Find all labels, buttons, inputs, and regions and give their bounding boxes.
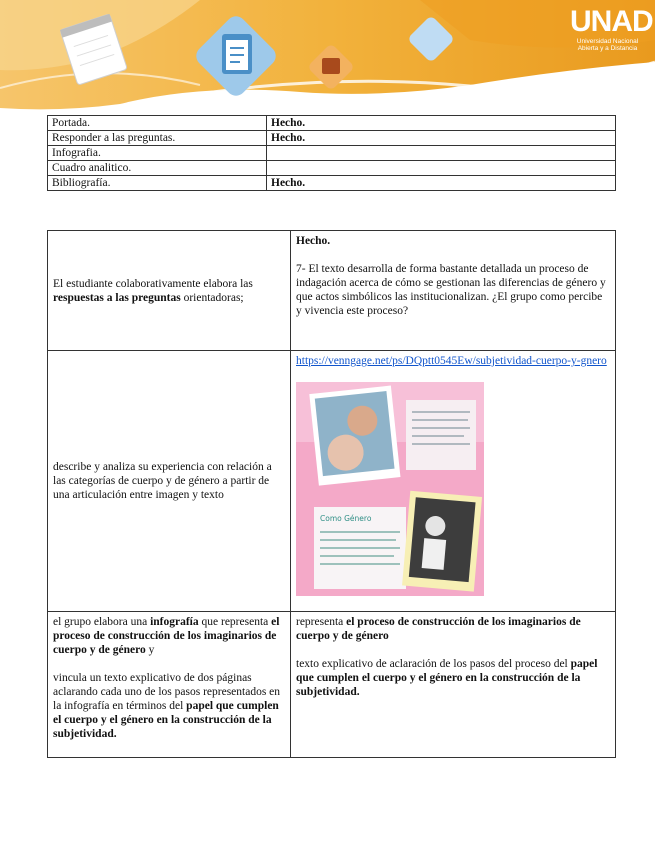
rubric-table: [47, 230, 616, 758]
task-cell: Infografia.: [48, 146, 267, 161]
header-banner: [0, 0, 655, 115]
task-cell: Portada.: [48, 116, 267, 131]
table-row: [48, 176, 616, 191]
logo-subtitle-1: Universidad Nacional: [576, 38, 639, 45]
logo-text: UNAD: [570, 5, 653, 38]
status-cell: [267, 146, 616, 161]
task-cell: Responder a las preguntas.: [48, 131, 267, 146]
infographic-link[interactable]: https://venngage.net/ps/DQptt0545Ew/subjetividad-cuerpo-y-gnero: [296, 355, 607, 367]
table-row: [48, 116, 616, 131]
infographic-heading: Como Género: [320, 514, 372, 523]
table-row: [48, 146, 616, 161]
criterion-cell: El estudiante colaborativamente elabora las respuestas a las preguntas orientadoras;: [48, 231, 291, 351]
logo-subtitle-2: Abierta y a Distancia: [577, 45, 638, 52]
rubric-row-experience: [48, 351, 616, 612]
table-row: [48, 131, 616, 146]
table-row: [48, 161, 616, 176]
infographic-image: [296, 382, 484, 596]
task-cell: Cuadro analitico.: [48, 161, 267, 176]
answer-text: 7- El texto desarrolla de forma bastante detallada un proceso de indagación acerca de cómo se gestionan las diferencias de género y que actos simbólicos las institucionalizan. ¿El grupo como percibe y vivencia este proceso?: [296, 263, 606, 317]
task-cell: Bibliografía.: [48, 176, 267, 191]
header-background: [0, 0, 655, 115]
status-cell: [267, 161, 616, 176]
task-checklist-table: [47, 115, 616, 191]
evidence-cell: representa el proceso de construcción de los imaginarios de cuerpo y de género texto explicativo de aclaración de los pasos del proceso del papel que cumplen el cuerpo y el género en la construcción de la subjetividad.: [291, 612, 616, 758]
evidence-cell: [291, 351, 616, 612]
rubric-row-infographic: [48, 612, 616, 758]
unad-logo: [570, 5, 653, 52]
criterion-cell: describe y analiza su experiencia con relación a las categorías de cuerpo y de género a partir de una articulación entre imagen y texto: [48, 351, 291, 612]
status-cell: Hecho.: [267, 131, 616, 146]
criterion-cell: el grupo elabora una infografía que representa el proceso de construcción de los imaginarios de cuerpo y de género y vincula un texto explicativo de dos páginas aclarando cada uno de los pasos representados en la infografía en términos del papel que cumplen el cuerpo y el género en la construcción de la subjetividad.: [48, 612, 291, 758]
evidence-cell: [291, 231, 616, 351]
status-text: Hecho.: [296, 235, 331, 247]
rubric-row-answers: [48, 231, 616, 351]
status-cell: Hecho.: [267, 116, 616, 131]
status-cell: Hecho.: [267, 176, 616, 191]
